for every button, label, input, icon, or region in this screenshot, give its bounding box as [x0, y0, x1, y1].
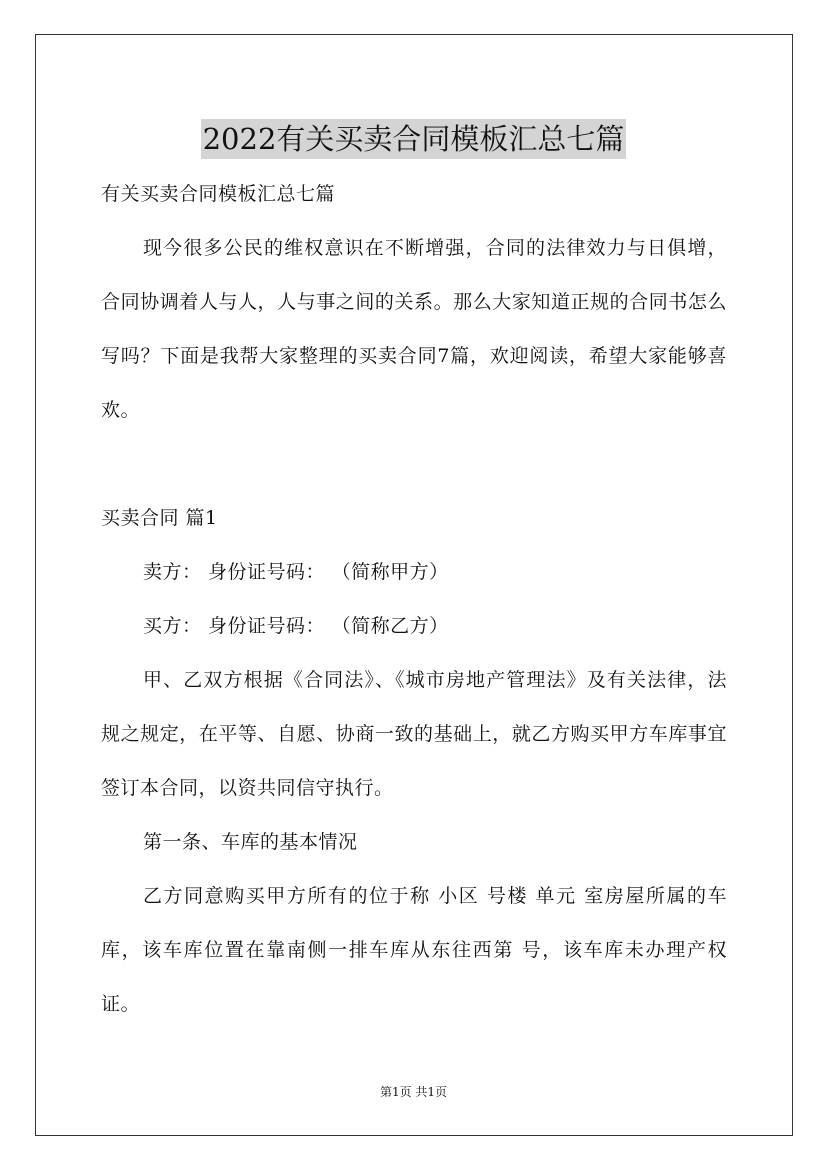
document-subtitle: 有关买卖合同模板汇总七篇	[101, 183, 336, 205]
section-heading: 买卖合同 篇1	[101, 507, 218, 529]
article-1-heading: 第一条、车库的基本情况	[143, 831, 358, 853]
preamble-paragraph: 甲、乙双方根据《合同法》、《城市房地产管理法》及有关法律，法规之规定，在平等、自愿、协商一致的基础上，就乙方购买甲方车库事宜签订本合同，以资共同信守执行。	[101, 669, 727, 799]
buyer-line: 买方： 身份证号码： （简称乙方）	[143, 615, 449, 637]
document-title: 2022有关买卖合同模板汇总七篇	[201, 119, 627, 159]
seller-line: 卖方： 身份证号码： （简称甲方）	[143, 561, 449, 583]
document-body	[101, 167, 727, 1031]
article-1-body: 乙方同意购买甲方所有的位于称 小区 号楼 单元 室房屋所属的车库，该车库位置在靠南侧一排车库从东往西第 号，该车库未办理产权证。	[101, 885, 727, 1015]
page-footer: 第1页 共1页	[379, 1085, 448, 1099]
intro-paragraph: 现今很多公民的维权意识在不断增强，合同的法律效力与日俱增，合同协调着人与人，人与事之间的关系。那么大家知道正规的合同书怎么写吗？下面是我帮大家整理的买卖合同7篇，欢迎阅读，希望大家能够喜欢。	[101, 237, 727, 421]
spacer	[101, 437, 727, 491]
